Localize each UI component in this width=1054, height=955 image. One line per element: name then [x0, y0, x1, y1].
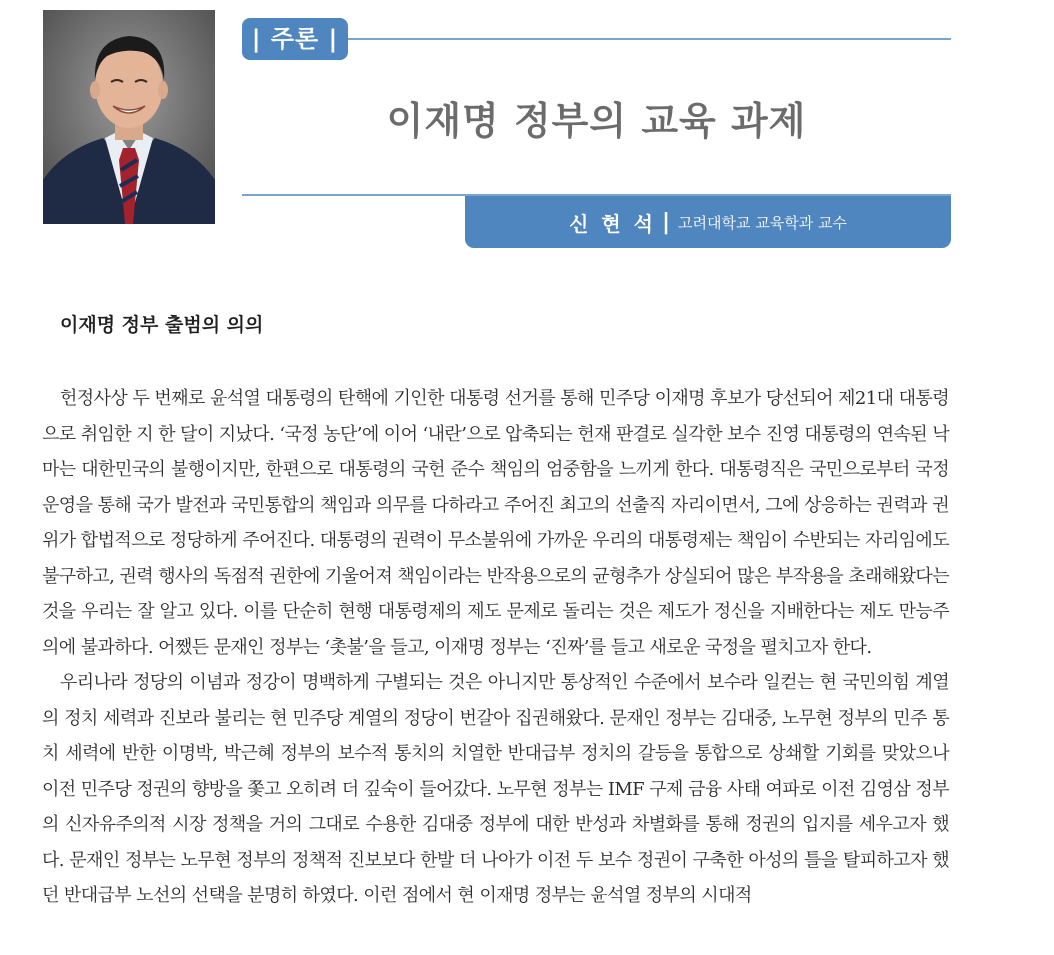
section-tag-badge: | 주론 | [242, 18, 348, 60]
body-paragraph: 헌정사상 두 번째로 윤석열 대통령의 탄핵에 기인한 대통령 선거를 통해 민주당 이재명 후보가 당선되어 제21대 대통령으로 취임한 지 한 달이 지났다. ‘국정 농단’에 이어 ‘내란’으로 압축되는 헌재 판결로 실각한 보수 진영 대통령의 연속된 낙마는 대한민국의 불행이지만, 한편으로 대통령의 국헌 준수 책임의 엄중함을 느끼게 한다. 대통령직은 국민으로부터 국정 운영을 통해 국가 발전과 국민통합의 책임과 의무를 다하라고 주어진 최고의 선출직 자리이면서, 그에 상응하는 권력과 권위가 합법적으로 정당하게 주어진다. 대통령의 권력이 무소불위에 가까운 우리의 대통령제는 책임이 수반되는 자리임에도 불구하고, 권력 행사의 독점적 권한에 기울어져 책임이라는 반작용으로의 균형추가 상실되어 많은 부작용을 초래해왔다는 것을 우리는 잘 알고 있다. 이를 단순히 현행 대통령제의 제도 문제로 돌리는 것은 제도가 정신을 지배한다는 제도 만능주의에 불과하다. 어쨌든 문재인 정부는 ‘촛불’을 들고, 이재명 정부는 ‘진짜’를 들고 새로운 국정을 펼치고자 한다. [42, 388, 949, 658]
header-top-divider [348, 38, 951, 40]
article-body [42, 381, 949, 914]
author-affiliation: 고려대학교 교육학과 교수 [678, 213, 847, 232]
author-separator: | [661, 209, 670, 235]
article-title: 이재명 정부의 교육 과제 [386, 99, 807, 143]
author-byline-bar [465, 196, 951, 248]
author-name: 신 현 석 [569, 211, 656, 236]
author-portrait-photo [43, 10, 215, 224]
section-heading: 이재명 정부 출범의 의의 [60, 314, 264, 336]
body-paragraph: 우리나라 정당의 이념과 정강이 명백하게 구별되는 것은 아니지만 통상적인 수준에서 보수라 일컫는 현 국민의힘 계열의 정치 세력과 진보라 불리는 현 민주당 계열의 정당이 번갈아 집권해왔다. 문재인 정부는 김대중, 노무현 정부의 민주 통치 세력에 반한 이명박, 박근혜 정부의 보수적 통치의 치열한 반대급부 정치의 갈등을 통합으로 상쇄할 기회를 맞았으나 이전 민주당 정권의 향방을 쫓고 오히려 더 깊숙이 들어갔다. 노무현 정부는 IMF 구제 금융 사태 여파로 이전 김영삼 정부의 신자유주의적 시장 정책을 거의 그대로 수용한 김대중 정부에 대한 반성과 차별화를 통해 정권의 입지를 세우고자 했다. 문재인 정부는 노무현 정부의 정책적 진보보다 한발 더 나아가 이전 두 보수 정권이 구축한 아성의 틀을 탈피하고자 했던 반대급부 노선의 선택을 분명히 하였다. 이런 점에서 현 이재명 정부는 윤석열 정부의 시대적 [42, 672, 949, 906]
portrait-illustration [43, 10, 215, 224]
